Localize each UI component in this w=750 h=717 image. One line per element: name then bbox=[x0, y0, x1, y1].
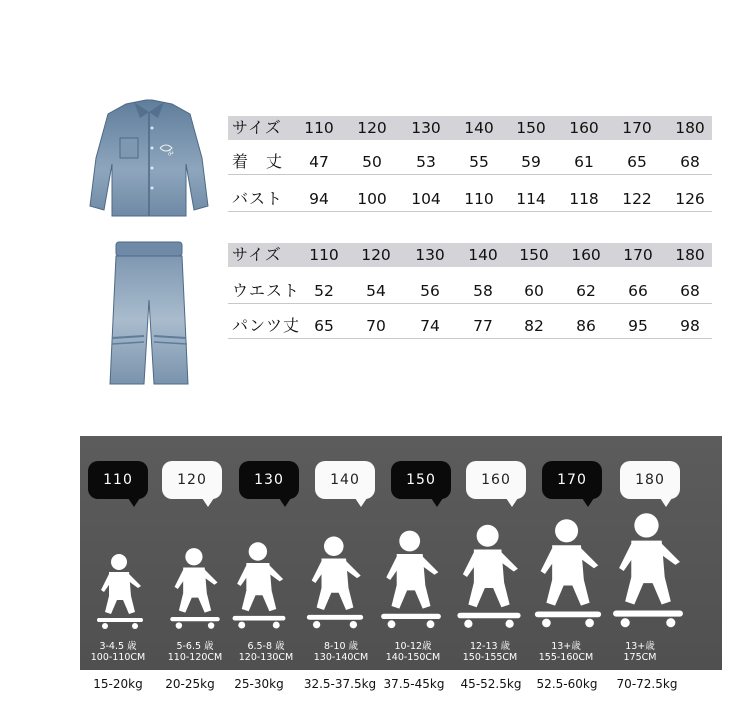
size-cell: 140 bbox=[464, 119, 494, 137]
height-text: 150-155CM bbox=[462, 652, 518, 663]
height-text: 120-130CM bbox=[238, 652, 294, 663]
svg-text:ᵹ𝓈: ᵹ𝓈 bbox=[168, 148, 174, 156]
pants-length-row bbox=[228, 314, 712, 339]
weight-label: 52.5-60kg bbox=[536, 677, 598, 691]
weight-label: 70-72.5kg bbox=[616, 677, 678, 691]
size-cell: 150 bbox=[516, 119, 546, 137]
waist-cell: 66 bbox=[628, 282, 648, 300]
bubble-tail bbox=[202, 498, 214, 507]
weight-label: 20-25kg bbox=[165, 677, 215, 691]
height-text: 130-140CM bbox=[313, 652, 369, 663]
bust-cell: 122 bbox=[622, 190, 652, 208]
length-label: 着 丈 bbox=[232, 152, 284, 171]
length-cell: 61 bbox=[574, 153, 594, 171]
age-height-label bbox=[83, 641, 153, 663]
length-cell: 68 bbox=[680, 153, 700, 171]
pants-length-cell: 70 bbox=[366, 317, 386, 335]
age-height-label bbox=[231, 641, 301, 663]
length-cell: 50 bbox=[362, 153, 382, 171]
skater-silhouette-icon bbox=[378, 528, 444, 632]
weight-label: 45-52.5kg bbox=[460, 677, 522, 691]
bust-cell: 100 bbox=[357, 190, 387, 208]
size-cell: 120 bbox=[361, 246, 391, 264]
waist-cell: 52 bbox=[314, 282, 334, 300]
pants-length-label: パンツ丈 bbox=[232, 316, 301, 335]
size-cell: 130 bbox=[411, 119, 441, 137]
bubble-tail bbox=[355, 498, 367, 507]
age-height-label bbox=[605, 641, 675, 663]
bust-cell: 114 bbox=[516, 190, 546, 208]
pants-length-cell: 74 bbox=[420, 317, 440, 335]
size-cell: 120 bbox=[357, 119, 387, 137]
size-bubble-label: 180 bbox=[635, 472, 665, 488]
age-height-label bbox=[306, 641, 376, 663]
pants-length-cell: 95 bbox=[628, 317, 648, 335]
size-bubble-label: 170 bbox=[557, 472, 587, 488]
height-text: 110-120CM bbox=[167, 652, 223, 663]
waist-cell: 62 bbox=[576, 282, 596, 300]
age-height-label bbox=[531, 641, 601, 663]
bubble-tail bbox=[582, 498, 594, 507]
age-text: 13+歳 bbox=[551, 641, 581, 652]
size-bubble bbox=[315, 461, 375, 499]
size-cell: 110 bbox=[304, 119, 334, 137]
age-text: 3-4.5 歳 bbox=[99, 641, 137, 652]
bust-row bbox=[228, 187, 712, 212]
size-cell: 150 bbox=[519, 246, 549, 264]
height-text: 175CM bbox=[623, 652, 657, 663]
skater-silhouette-icon bbox=[230, 540, 288, 632]
length-cell: 55 bbox=[469, 153, 489, 171]
bust-cell: 104 bbox=[411, 190, 441, 208]
waist-cell: 56 bbox=[420, 282, 440, 300]
size-label: サイズ bbox=[232, 118, 282, 137]
bubble-tail bbox=[128, 498, 140, 507]
size-bubble-label: 120 bbox=[177, 472, 207, 488]
pants-length-cell: 65 bbox=[314, 317, 334, 335]
waist-row bbox=[228, 279, 712, 304]
size-bubble bbox=[88, 461, 148, 499]
age-text: 6.5-8 歳 bbox=[247, 641, 285, 652]
size-bubble bbox=[162, 461, 222, 499]
denim-shirt-image bbox=[86, 98, 212, 220]
bust-cell: 126 bbox=[675, 190, 705, 208]
size-bubble bbox=[466, 461, 526, 499]
bubble-tail bbox=[660, 498, 672, 507]
bust-cell: 110 bbox=[464, 190, 494, 208]
age-height-label bbox=[160, 641, 230, 663]
bust-label: バスト bbox=[232, 189, 284, 208]
bust-cell: 94 bbox=[309, 190, 329, 208]
size-bubble bbox=[239, 461, 299, 499]
weight-label: 25-30kg bbox=[234, 677, 284, 691]
size-cell: 160 bbox=[569, 119, 599, 137]
pants-length-cell: 82 bbox=[524, 317, 544, 335]
weight-label: 32.5-37.5kg bbox=[303, 677, 377, 691]
size-bubble-label: 150 bbox=[406, 472, 436, 488]
waist-cell: 54 bbox=[366, 282, 386, 300]
denim-pants-image bbox=[104, 240, 192, 388]
height-text: 140-150CM bbox=[385, 652, 441, 663]
pants-length-cell: 86 bbox=[576, 317, 596, 335]
size-cell: 180 bbox=[675, 246, 705, 264]
size-bubble-label: 110 bbox=[103, 472, 133, 488]
waist-label: ウエスト bbox=[232, 281, 301, 300]
length-cell: 53 bbox=[416, 153, 436, 171]
age-text: 8-10 歳 bbox=[323, 641, 359, 652]
waist-cell: 58 bbox=[473, 282, 493, 300]
skater-silhouette-icon bbox=[95, 552, 145, 632]
weight-label: 37.5-45kg bbox=[383, 677, 445, 691]
size-header-row bbox=[228, 243, 712, 267]
skater-silhouette-icon bbox=[610, 510, 686, 632]
length-cell: 47 bbox=[309, 153, 329, 171]
size-header-row bbox=[228, 116, 712, 140]
skater-silhouette-icon bbox=[168, 546, 222, 632]
height-text: 100-110CM bbox=[90, 652, 146, 663]
pants-length-cell: 77 bbox=[473, 317, 493, 335]
size-bubble-label: 160 bbox=[481, 472, 511, 488]
size-cell: 140 bbox=[468, 246, 498, 264]
skater-silhouette-icon bbox=[454, 522, 524, 632]
bubble-tail bbox=[431, 498, 443, 507]
age-height-label bbox=[455, 641, 525, 663]
length-cell: 65 bbox=[627, 153, 647, 171]
size-cell: 130 bbox=[415, 246, 445, 264]
size-bubble bbox=[391, 461, 451, 499]
size-guide-panel bbox=[80, 436, 722, 670]
size-cell: 110 bbox=[309, 246, 339, 264]
size-bubble-label: 140 bbox=[330, 472, 360, 488]
age-height-label bbox=[378, 641, 448, 663]
size-cell: 170 bbox=[623, 246, 653, 264]
length-row bbox=[228, 150, 712, 175]
waist-cell: 68 bbox=[680, 282, 700, 300]
age-text: 5-6.5 歳 bbox=[176, 641, 214, 652]
size-cell: 160 bbox=[571, 246, 601, 264]
age-text: 13+歳 bbox=[625, 641, 655, 652]
size-bubble-label: 130 bbox=[254, 472, 284, 488]
age-text: 10-12歳 bbox=[394, 641, 432, 652]
waist-cell: 60 bbox=[524, 282, 544, 300]
skater-silhouette-icon bbox=[532, 516, 604, 632]
size-cell: 170 bbox=[622, 119, 652, 137]
bust-cell: 118 bbox=[569, 190, 599, 208]
length-cell: 59 bbox=[521, 153, 541, 171]
bubble-tail bbox=[506, 498, 518, 507]
size-bubble bbox=[620, 461, 680, 499]
pants-length-cell: 98 bbox=[680, 317, 700, 335]
size-bubble bbox=[542, 461, 602, 499]
size-cell: 180 bbox=[675, 119, 705, 137]
age-text: 12-13 歳 bbox=[469, 641, 511, 652]
weight-label: 15-20kg bbox=[93, 677, 143, 691]
size-label: サイズ bbox=[232, 245, 282, 264]
height-text: 155-160CM bbox=[538, 652, 594, 663]
skater-silhouette-icon bbox=[304, 534, 366, 632]
bubble-tail bbox=[279, 498, 291, 507]
